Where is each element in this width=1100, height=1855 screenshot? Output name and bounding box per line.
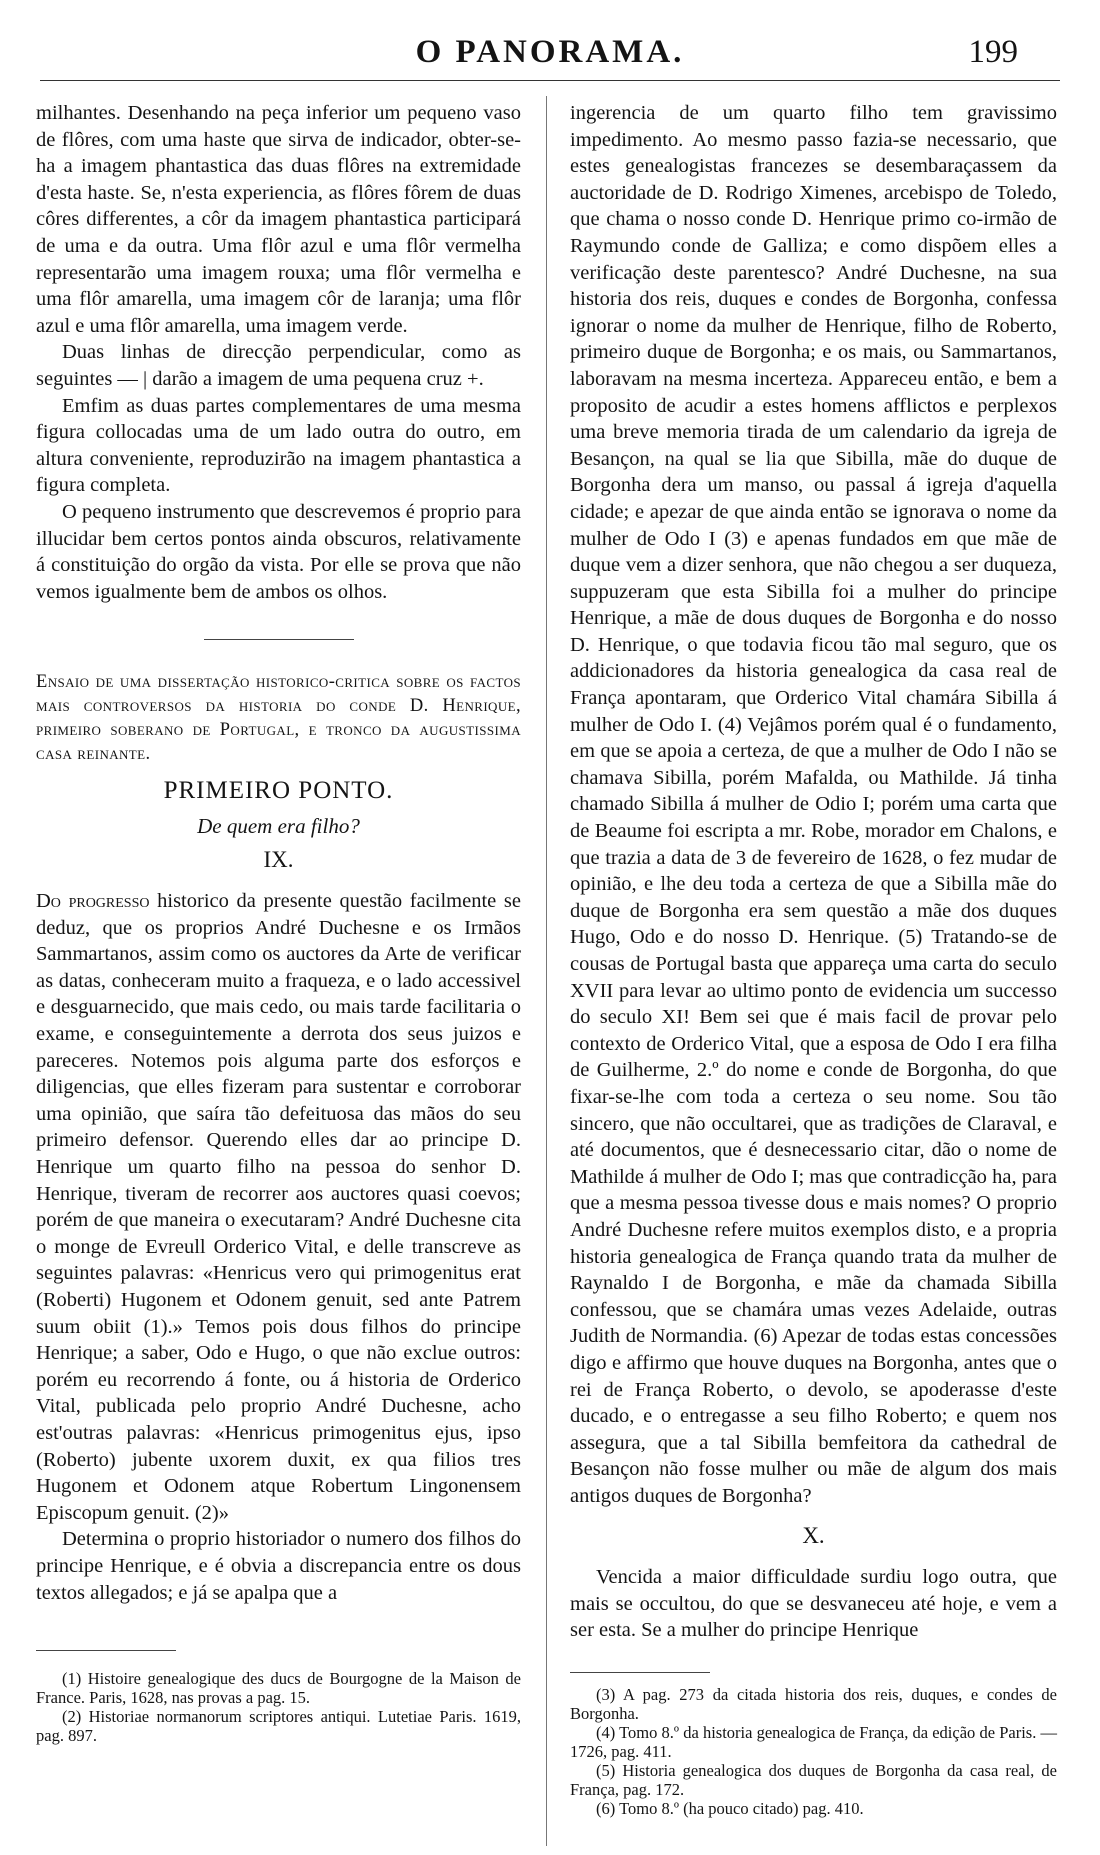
- page-number: 199: [968, 34, 1018, 70]
- paragraph: O pequeno instrumento que descrevemos é proprio para illucidar bem certos pontos ainda obscuros, relativamente á constituição do orgão da vista. Por elle se prova que não vemos igualmente bem de ambos os olhos.: [36, 500, 521, 603]
- chapter-numeral: X.: [802, 1523, 825, 1549]
- right-column: [570, 100, 1057, 1818]
- journal-title: O PANORAMA.: [415, 34, 685, 70]
- column-divider: [546, 96, 547, 1846]
- section-subtitle: De quem era filho?: [197, 813, 360, 838]
- paragraph: Determina o proprio historiador o numero dos filhos do principe Henrique, e é obvia a discrepancia entre os dous textos allegados; e já se apalpa que a: [36, 1528, 521, 1604]
- footnote: (5) Historia genealogica dos duques de Borgonha da casa real, de França, pag. 172.: [570, 1760, 1057, 1799]
- footnote: (3) A pag. 273 da citada historia dos reis, duques, e condes de Borgonha.: [570, 1684, 1057, 1723]
- footnote: (1) Histoire genealogique des ducs de Bourgogne de la Maison de France. Paris, 1628, nas provas a pag. 15.: [36, 1669, 521, 1708]
- paragraph: Vencida a maior difficuldade surdiu logo outra, que mais se occultou, do que se desvaneceu até hoje, e vem a ser esta. Se a mulher do principe Henrique: [570, 1566, 1057, 1642]
- left-column: [36, 100, 521, 1745]
- paragraph: Duas linhas de direcção perpendicular, como as seguintes — | darão a imagem de uma pequena cruz +.: [36, 341, 521, 390]
- lead-words: Do progresso: [36, 890, 150, 913]
- paragraph: ingerencia de um quarto filho tem gravissimo impedimento. Ao mesmo passo fazia-se necessario, que estes genealogistas francezes se desembaraçassem da auctoridade de D. Rodrigo Ximenes, arcebispo de Toledo, que chama o nosso conde D. Henrique primo co-irmão de Raymundo conde de Galliza; e como dispõem elles a verificação deste parentesco? André Duchesne, na sua historia dos reis, duques e condes de Borgonha, confessa ignorar o nome da mulher de Henrique, filho de Roberto, primeiro duque de Borgonha; e os mais, ou Sammartanos, laboravam na mesma incerteza. Appareceu então, e bem a proposito de acudir a estes homens afflictos e perplexos uma breve memoria tirada de um calendario da igreja de Besançon, na qual se lia que Sibilla, mãe do duque de Borgonha dera um manso, ou passal á igreja d'aquella cidade; e apezar de que ainda então se ignorava o nome da mulher de Odo I (3) e apenas fundados em que mãe de duque vem a dizer senhora, que não chegou a ser duqueza, suppuzeram que esta Sibilla foi a mulher do principe Henrique, a mãe de dous duques de Borgonha e do nosso D. Henrique, o que todavia ficou tão mal seguro, que os addicionadores da historia genealogica da casa real de França apontaram, que Orderico Vital chamára Sibilla á mulher de Odo I. (4) Vejâmos porém qual é o fundamento, em que se apoia a certeza, de que a mulher de Odo I não se chamava Sibilla, porém Mafalda, ou Mathilde. Já tinha chamado Sibilla á mulher de Odio I; porém uma carta que de Beaume foi escripta a mr. Robe, morador em Chalons, e que trazia a data de 3 de fevereiro de 1628, o fez mudar de opinião, e lhe deu toda a certeza de que a Sibilla mãe do duque de Borgonha era sem questão a mãe dos duques Hugo, Odo e do nosso D. Henrique. (5) Tratando-se de cousas de Portugal basta que appareça uma carta do seculo XVII para levar ao ultimo ponto de evidencia um successo do seculo XI! Bem sei que é mais facil de provar pelo contexto de Orderico Vital, que a esposa de Odo I era filha de Guilherme, 2.º do nome e conde de Borgonha, do que fixar-se-lhe com toda a certeza o seu nome. Sou tão sincero, que não occultarei, que as tradições de Claraval, e até documentos, que é desnecessario citar, dão o nome de Mathilde á mulher de Odo I; mas que contradicção ha, para que a mesma pessoa tivesse dous e mais nomes? O proprio André Duchesne refere muitos exemplos disto, e a propria historia genealogica de França quando trata da mulher de Raynaldo I de Borgonha, e mãe da chamada Sibilla confessou, que se chamára umas vezes Adelaide, outras Judith de Normandia. (6) Apezar de todas estas concessões digo e affirmo que houve duques na Borgonha, antes que o rei de França Roberto, o devolo, se apoderasse d'este ducado, e o entregasse a seu filho Roberto; e quem nos assegura, que a tal Sibilla bemfeitora da cathedral de Besançon não fosse mulher ou mãe de algum dos mais antigos duques de Borgonha?: [570, 102, 1057, 1507]
- paragraph-text: historico da presente questão facilmente se deduz, que os proprios André Duchesne e os Irmãos Sammartanos, assim como os auctores da Arte de verificar as datas, conheceram muito a fraqueza, e o lado accessivel e desguarnecido, que mais cedo, ou mais tarde facilitaria o exame, e conseguintemente a derrota dos seus juizos e pareceres. Notemos pois alguma parte dos esforços e diligencias, que elles fizeram para sustentar e corroborar uma opinião, que saíra tão defeituosa das mãos do seu primeiro defensor. Querendo elles dar ao principe D. Henrique um quarto filho na pessoa do senhor D. Henrique, tiveram de recorrer aos auctores quasi coevos; porém de que maneira o executaram? André Duchesne cita o monge de Evreull Orderico Vital, e delle transcreve as seguintes palavras: «Henricus vero qui primogenitus erat (Roberti) Hugonem et Odonem genuit, sed ante Patrem suum obiit (1).» Temos pois dous filhos do principe Henrique; a saber, Odo e Hugo, o que não exclue outros: porém eu recorrendo á fonte, ou á historia de Orderico Vital, publicada pelo proprio André Duchesne, acho est'outras palavras: «Henricus primogenitus ejus, ipso (Roberto) jubente uxorem duxit, ex qua filios tres Hugonem et Odonem atque Robertum Lingonensem Episcopum genuit. (2)»: [36, 890, 521, 1524]
- footnote: (4) Tomo 8.º da historia genealogica de França, da edição de Paris. — 1726, pag. 411.: [570, 1722, 1057, 1761]
- paragraph: [36, 888, 521, 1526]
- section-heading: PRIMEIRO PONTO.: [163, 777, 394, 805]
- essay-title: Ensaio de uma dissertação historico-critica sobre os factos mais controversos da historia do conde D. Henrique, primeiro soberano de Portugal, e tronco da augustissima casa reinante.: [36, 672, 521, 765]
- footnote-rule: [570, 1672, 710, 1673]
- header-rule: [40, 80, 1060, 81]
- footnote: (2) Historiae normanorum scriptores antiqui. Lutetiae Paris. 1619, pag. 897.: [36, 1707, 521, 1746]
- paragraph: milhantes. Desenhando na peça inferior um pequeno vaso de flôres, com uma haste que sirva de indicador, obter-se-ha a imagem phantastica das duas flôres na extremidade d'esta haste. Se, n'esta experiencia, as flôres fôrem de duas côres differentes, a côr da imagem phantastica participará de uma e da outra. Uma flôr azul e uma flôr vermelha representarão uma imagem rouxa; uma flôr vermelha e uma flôr amarella, uma imagem côr de laranja; uma flôr azul e uma flôr amarella, uma imagem verde.: [36, 102, 521, 337]
- paragraph: Emfim as duas partes complementares de uma mesma figura collocadas uma de um lado outra do outro, em altura conveniente, reproduzirão na imagem phantastica a figura completa.: [36, 394, 521, 497]
- page-header: [0, 34, 1100, 74]
- footnote: (6) Tomo 8.º (ha pouco citado) pag. 410.: [596, 1798, 864, 1818]
- footnote-rule: [36, 1650, 176, 1651]
- section-separator: [204, 639, 354, 640]
- chapter-numeral: IX.: [263, 847, 294, 873]
